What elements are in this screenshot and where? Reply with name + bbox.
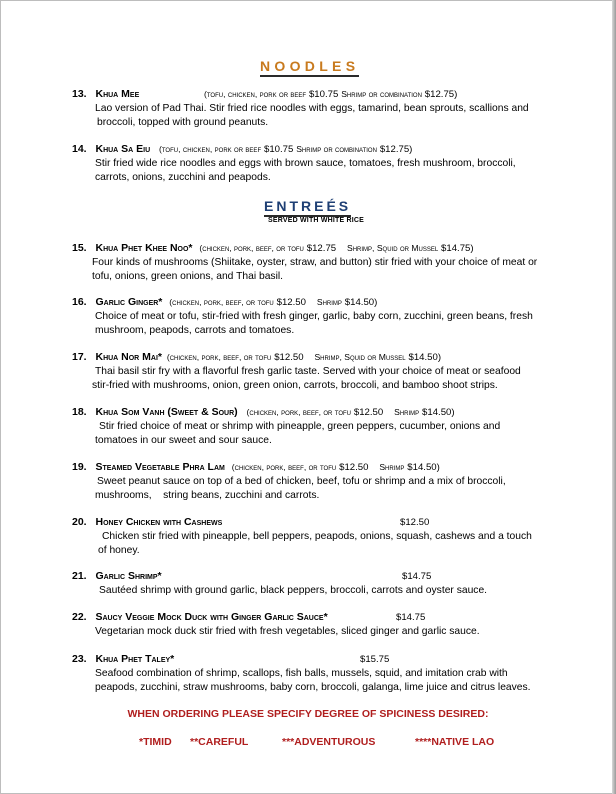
menu-item-23 xyxy=(72,653,572,694)
item-price: $12.50 xyxy=(339,462,369,473)
item-price: $12.50 xyxy=(400,517,430,528)
item-price: $12.50 xyxy=(353,407,384,418)
item-options: (tofu, chicken, pork or beef xyxy=(159,144,262,154)
item-price: $12.50 xyxy=(276,297,306,308)
item-number: 15. xyxy=(72,242,87,254)
item-number: 18. xyxy=(72,406,87,418)
item-description: Stir fried choice of meat or shrimp with pineapple, green peppers, cucumber, onions and tomatoes in our sweet and sour sauce. xyxy=(95,421,501,446)
item-number: 19. xyxy=(72,461,87,473)
item-price-alt: $12.75) xyxy=(424,89,458,100)
menu-item-14 xyxy=(72,143,572,184)
item-options-alt: Shrimp, Squid or Mussel xyxy=(314,352,406,362)
item-number: 16. xyxy=(72,296,87,308)
menu-item-18 xyxy=(72,406,572,447)
spice-level-timid: *TIMID xyxy=(139,736,172,748)
item-description: Choice of meat or tofu, stir-fried with fresh ginger, garlic, baby corn, zucchini, green beans, fresh mushroom, peapods, carrots and tomatoes. xyxy=(95,311,533,336)
item-name: Khua Mee xyxy=(95,88,140,100)
item-name: Garlic Ginger* xyxy=(95,296,163,308)
item-number: 22. xyxy=(72,611,87,623)
section-heading-entrees: ENTREÉS xyxy=(264,198,351,217)
item-number: 23. xyxy=(72,653,87,665)
item-name: Khua Som Vanh (Sweet & Sour) xyxy=(95,406,238,418)
item-description: Sautéed shrimp with ground garlic, black peppers, broccoli, carrots and oyster sauce. xyxy=(99,585,488,596)
menu-item-13 xyxy=(72,88,572,129)
item-description: Four kinds of mushrooms (Shiitake, oyster, straw, and button) stir fried with your choice of meat or tofu, onions, green onions, and Thai basil. xyxy=(92,257,538,282)
item-number: 14. xyxy=(72,143,87,155)
item-price: $10.75 xyxy=(263,144,294,155)
item-description: Stir fried wide rice noodles and eggs with brown sauce, tomatoes, fresh mushroom, broccoli, carrots, onions, zucchini and peapods. xyxy=(95,158,516,183)
item-description: Sweet peanut sauce on top of a bed of chicken, beef, tofu or shrimp and a mix of broccoli, mushrooms, string beans, zucchini and carrots. xyxy=(95,476,506,501)
item-number: 21. xyxy=(72,570,87,582)
item-options: (chicken, pork, beef, or tofu xyxy=(246,407,351,417)
item-options-alt: Shrimp xyxy=(394,407,420,417)
item-description: Lao version of Pad Thai. Stir fried rice noodles with eggs, tamarind, bean sprouts, scallions and broccoli, topped with ground peanuts. xyxy=(95,103,529,128)
item-options: (chicken, pork, beef, or tofu xyxy=(166,352,272,362)
item-name: Khua Nor Mai* xyxy=(95,351,162,363)
item-description: Chicken stir fried with pineapple, bell peppers, peapods, onions, squash, cashews and a touch of honey. xyxy=(98,531,532,556)
page-edge xyxy=(612,0,616,794)
item-options-alt: Shrimp or combination xyxy=(341,89,422,99)
item-options-alt: Shrimp, Squid or Mussel xyxy=(346,243,439,253)
item-options: (chicken, pork, beef, or tofu xyxy=(231,462,337,472)
item-options: (chicken, pork, beef, or tofu xyxy=(169,297,274,307)
spiciness-note: WHEN ORDERING PLEASE SPECIFY DEGREE OF SPICINESS DESIRED: xyxy=(127,708,489,720)
item-description: Thai basil stir fry with a flavorful fresh garlic taste. Served with your choice of meat or seafood stir-fried with mushrooms, onion, green onion, carrots, broccoli, and bamboo shoot strips. xyxy=(92,366,521,391)
item-options: (chicken, pork, beef, or tofu xyxy=(199,243,304,253)
item-options-alt: Shrimp xyxy=(316,297,342,307)
item-price: $12.50 xyxy=(274,352,304,363)
item-price-alt: $14.50) xyxy=(408,352,442,363)
item-price: $14.75 xyxy=(396,612,426,623)
item-name: Steamed Vegetable Phra Lam xyxy=(95,461,225,473)
spice-level-adventurous: ***ADVENTUROUS xyxy=(282,736,376,748)
item-price: $14.75 xyxy=(402,571,432,582)
item-price-alt: $14.50) xyxy=(422,407,455,418)
item-number: 17. xyxy=(72,351,87,363)
item-options-alt: Shrimp or combination xyxy=(296,144,377,154)
item-name: Honey Chicken with Cashews xyxy=(95,516,223,528)
spice-level-native-lao: ****NATIVE LAO xyxy=(415,736,495,748)
item-number: 20. xyxy=(72,516,87,528)
spice-level-careful: **CAREFUL xyxy=(190,736,249,748)
menu-item-16 xyxy=(72,296,572,337)
item-description: Vegetarian mock duck stir fried with fresh vegetables, sliced ginger and garlic sauce. xyxy=(95,626,480,637)
section-subheading-entrees: SERVED WITH WHITE RICE xyxy=(268,217,365,224)
section-heading-noodles: NOODLES xyxy=(260,58,359,77)
item-options-alt: Shrimp xyxy=(379,462,405,472)
item-number: 13. xyxy=(72,88,87,100)
item-name: Garlic Shrimp* xyxy=(95,570,162,582)
menu-item-22 xyxy=(72,611,572,639)
item-price-alt: $14.50) xyxy=(344,297,378,308)
item-price-alt: $14.50) xyxy=(407,462,440,473)
item-price-alt: $12.75) xyxy=(379,144,413,155)
menu-item-15 xyxy=(72,242,572,283)
menu-item-21 xyxy=(72,570,572,598)
item-description: Seafood combination of shrimp, scallops, fish balls, mussels, squid, and imitation crab with peapods, zucchini, straw mushrooms, baby corn, broccoli, galanga, lime juice and citrus leaves. xyxy=(95,668,531,693)
item-name: Khua Phet Taley* xyxy=(95,653,175,665)
item-price: $15.75 xyxy=(360,654,390,665)
menu-item-19 xyxy=(72,461,572,502)
item-price: $10.75 xyxy=(308,89,339,100)
item-price-alt: $14.75) xyxy=(441,243,474,254)
item-options: (tofu, chicken, pork or beef xyxy=(204,89,307,99)
item-name: Khua Sa Eiu xyxy=(95,143,151,155)
menu-item-17 xyxy=(72,351,572,392)
menu-item-20 xyxy=(72,516,572,557)
item-name: Saucy Veggie Mock Duck with Ginger Garlic Sauce* xyxy=(95,611,328,623)
item-name: Khua Phet Khee Noo* xyxy=(95,242,193,254)
item-price: $12.75 xyxy=(306,243,337,254)
